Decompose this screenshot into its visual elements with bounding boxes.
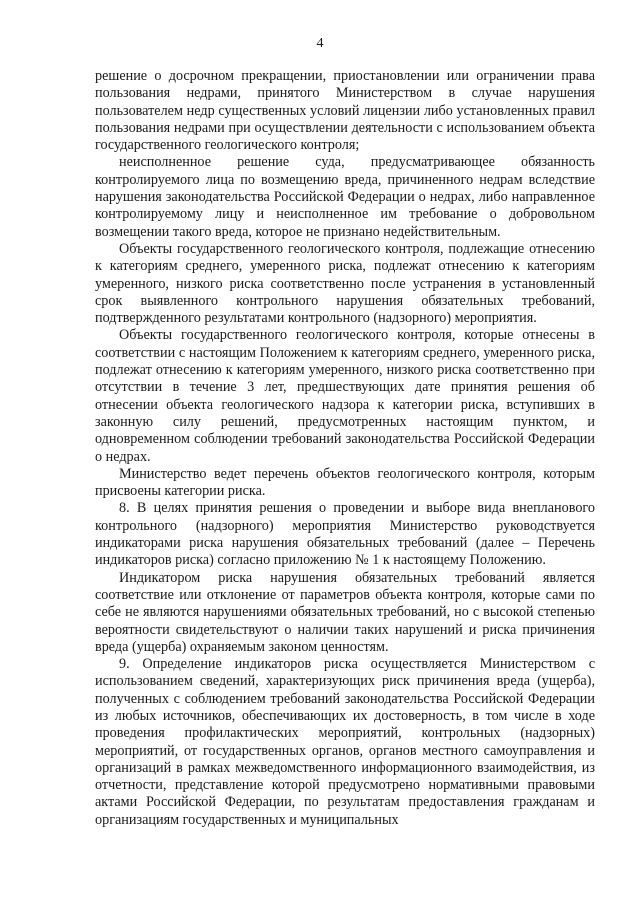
paragraph-court-decision: неисполненное решение суда, предусматривающее обязанность контролируемого лица по возмещению вреда, причиненного недрам вследствие нарушения законодательства Российской Федерации о недрах, либо направленное контролируемому лицу и неисполненное им требование о добровольном возмещении такого вреда, которое не признано недействительным. [95,154,595,240]
paragraph-continuation: решение о досрочном прекращении, приостановлении или ограничении права пользования недрами, принятого Министерством в случае нарушения пользователем недр существенных условий лицензии либо установленных правил пользования недрами при осуществлении деятельности с использованием объекта государственного геологического контроля; [95,68,595,154]
paragraph-risk-reduction-three-years: Объекты государственного геологического контроля, которые отнесены в соответствии с настоящим Положением к категориям среднего, умеренного риска, подлежат отнесению к категориям умеренного, низкого риска соответственно при отсутствии в течение 3 лет, предшествующих дате принятия решения об отнесении объекта геологического надзора к категории риска, вступивших в законную силу решений, предусмотренных настоящим пунктом, и одновременном соблюдении требований законодательства Российской Федерации о недрах. [95,327,595,465]
document-body [95,68,595,829]
page-number: 4 [316,36,324,51]
paragraph-item-9: 9. Определение индикаторов риска осуществляется Министерством с использованием сведений, характеризующих риск причинения вреда (ущерба), полученных с соблюдением требований законодательства Российской Федерации из любых источников, обеспечивающих их достоверность, в том числе в ходе проведения профилактических мероприятий, контрольных (надзорных) мероприятий, от государственных органов, органов местного самоуправления и организаций в рамках межведомственного информационного взаимодействия, из отчетности, представление которой предусмотрено нормативными правовыми актами Российской Федерации, по результатам предоставления гражданам и организациям государственных и муниципальных [95,656,595,828]
paragraph-risk-indicator-definition: Индикатором риска нарушения обязательных требований является соответствие или отклонение от параметров объекта контроля, которые сами по себе не являются нарушениями обязательных требований, но с высокой степенью вероятности свидетельствуют о наличии таких нарушений и риска причинения вреда (ущерба) охраняемым законом ценностям. [95,569,595,655]
paragraph-item-8: 8. В целях принятия решения о проведении и выборе вида внепланового контрольного (надзорного) мероприятия Министерство руководствуется индикаторами риска нарушения обязательных требований (далее – Перечень индикаторов риска) согласно приложению № 1 к настоящему Положению. [95,500,595,569]
paragraph-risk-reduction-after-remedy: Объекты государственного геологического контроля, подлежащие отнесению к категориям среднего, умеренного риска, подлежат отнесению к категориям умеренного, низкого риска соответственно после устранения в установленный срок выявленного контрольного нарушения обязательных требований, подтвержденного результатами контрольного (надзорного) мероприятия. [95,240,595,327]
paragraph-risk-list: Министерство ведет перечень объектов геологического контроля, которым присвоены категории риска. [95,465,595,500]
